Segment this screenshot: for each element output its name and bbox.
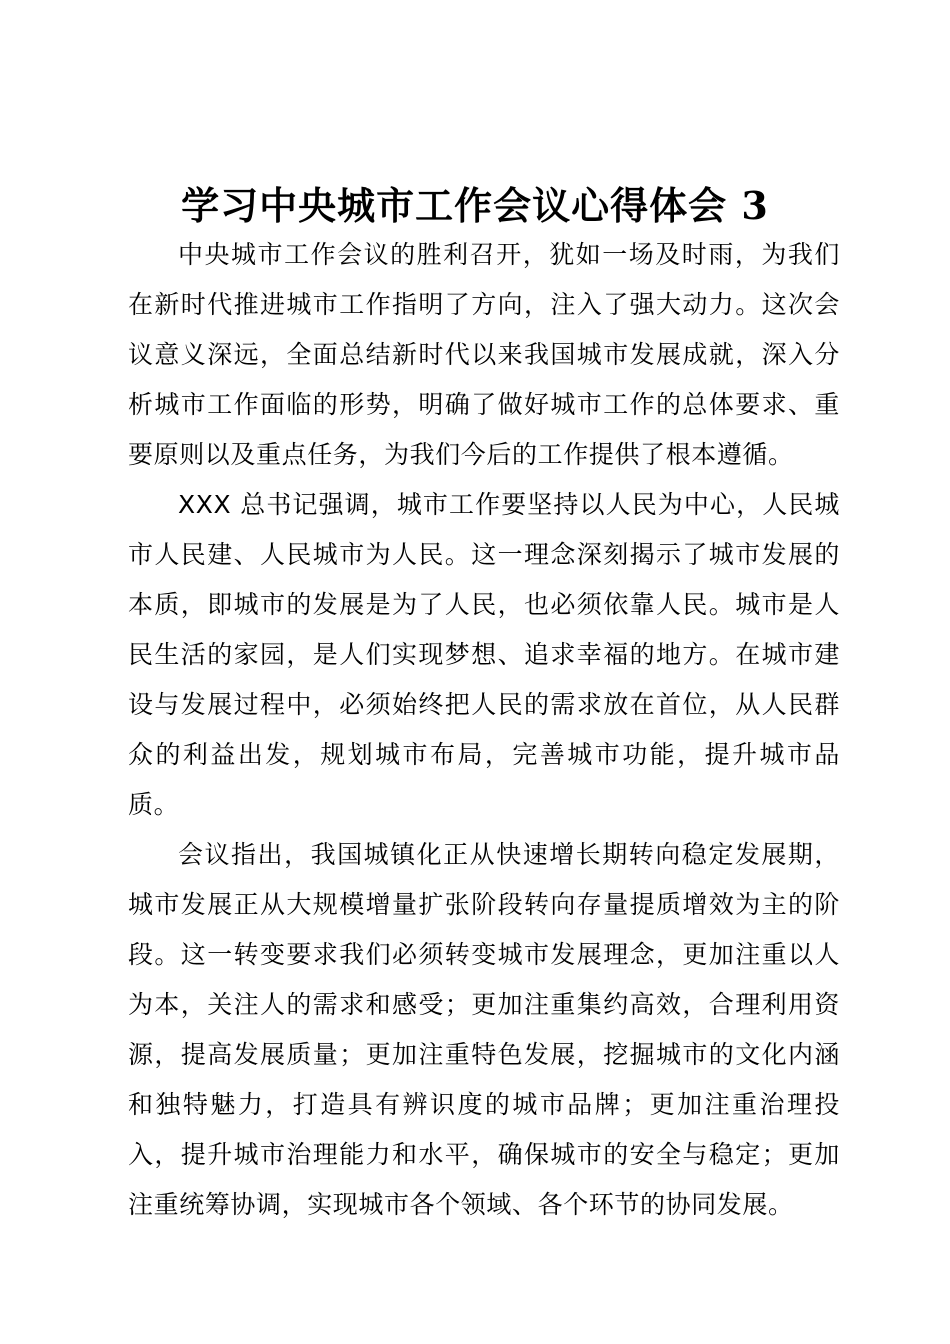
paragraph-3: 会议指出，我国城镇化正从快速增长期转向稳定发展期，城市发展正从大规模增量扩张阶段转向存量提质增效为主的阶段。这一转变要求我们必须转变城市发展理念，更加注重以人为本，关注人的需求和感受；更加注重集约高效，合理利用资源，提高发展质量；更加注重特色发展，挖掘城市的文化内涵和独特魅力，打造具有辨识度的城市品牌；更加注重治理投入，提升城市治理能力和水平，确保城市的安全与稳定；更加注重统筹协调，实现城市各个领域、各个环节的协同发展。 xyxy=(128,840,840,1219)
paragraph-1: 中央城市工作会议的胜利召开，犹如一场及时雨，为我们在新时代推进城市工作指明了方向，注入了强大动力。这次会议意义深远，全面总结新时代以来我国城市发展成就，深入分析城市工作面临的形势，明确了做好城市工作的总体要求、重要原则以及重点任务，为我们今后的工作提供了根本遵循。 xyxy=(128,240,840,469)
paragraph-2: XXX 总书记强调，城市工作要坚持以人民为中心，人民城市人民建、人民城市为人民。这一理念深刻揭示了城市发展的本质，即城市的发展是为了人民，也必须依靠人民。城市是人民生活的家园，是人们实现梦想、追求幸福的地方。在城市建设与发展过程中，必须始终把人民的需求放在首位，从人民群众的利益出发，规划城市布局，完善城市功能，提升城市品质。 xyxy=(128,490,840,819)
document-body xyxy=(128,230,840,1230)
document-title: 学习中央城市工作会议心得体会 3 xyxy=(181,183,769,228)
